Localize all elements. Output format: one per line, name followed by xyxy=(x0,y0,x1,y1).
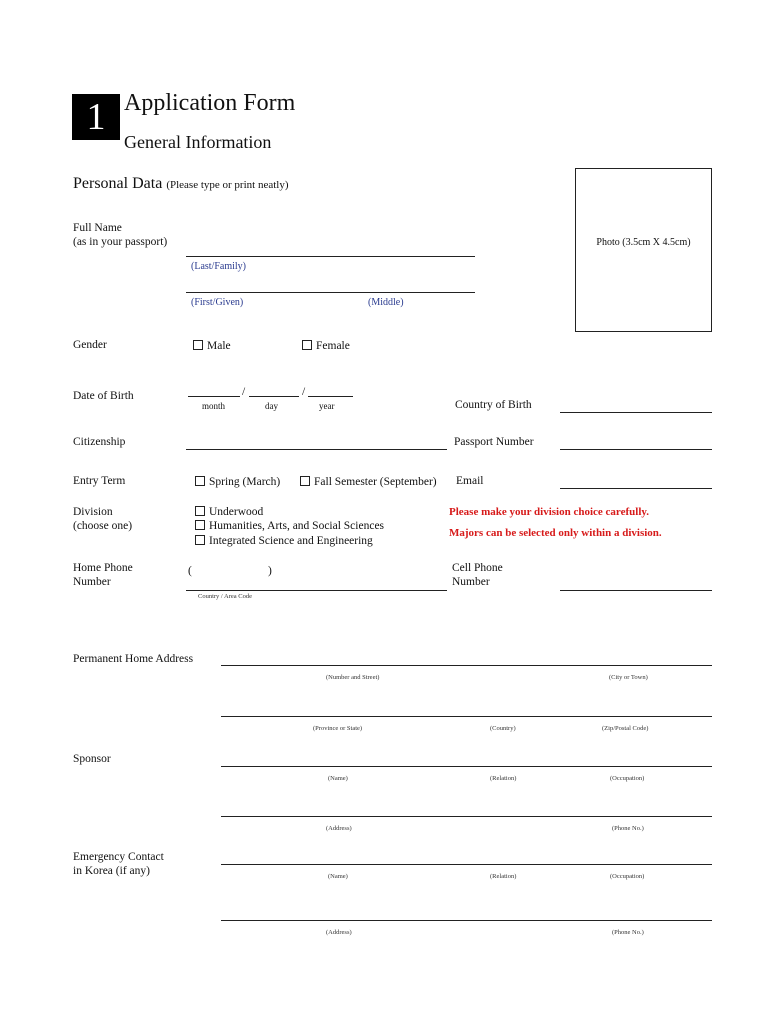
emergency-relation-caption: (Relation) xyxy=(490,873,517,880)
home-phone-label xyxy=(73,561,133,589)
address-street-caption: (Number and Street) xyxy=(326,674,380,681)
address-country-caption: (Country) xyxy=(490,725,516,732)
first-name-caption: (First/Given) xyxy=(191,297,244,308)
address-province-field[interactable] xyxy=(221,716,712,717)
passport-field[interactable] xyxy=(560,449,712,450)
gender-female-option[interactable] xyxy=(302,339,350,353)
full-name-label xyxy=(73,221,167,249)
home-phone-caption: Country / Area Code xyxy=(198,593,252,600)
email-label: Email xyxy=(456,475,484,487)
last-name-caption: (Last/Family) xyxy=(191,261,246,272)
middle-name-caption: (Middle) xyxy=(368,297,404,308)
gender-male-option[interactable] xyxy=(193,339,231,353)
section-number-badge: 1 xyxy=(72,94,120,140)
female-checkbox[interactable] xyxy=(302,340,312,350)
sponsor-address-field[interactable] xyxy=(221,816,712,817)
sponsor-name-caption: (Name) xyxy=(328,775,348,782)
emergency-label-line2: in Korea (if any) xyxy=(73,865,150,877)
ise-checkbox[interactable] xyxy=(195,535,205,545)
address-city-caption: (City or Town) xyxy=(609,674,648,681)
gender-label: Gender xyxy=(73,339,107,351)
underwood-label: Underwood xyxy=(209,506,264,518)
entry-fall-option[interactable] xyxy=(300,475,437,489)
sponsor-phone-caption: (Phone No.) xyxy=(612,825,644,832)
dob-month-caption: month xyxy=(202,401,226,411)
entry-spring-option[interactable] xyxy=(195,475,280,489)
photo-label: Photo (3.5cm X 4.5cm) xyxy=(596,237,691,248)
citizenship-label: Citizenship xyxy=(73,436,126,448)
humanities-label: Humanities, Arts, and Social Sciences xyxy=(209,520,385,532)
emergency-label xyxy=(73,850,164,878)
division-option-ise[interactable] xyxy=(195,534,373,548)
emergency-phone-caption: (Phone No.) xyxy=(612,929,644,936)
form-subtitle: General Information xyxy=(124,132,272,152)
address-province-caption: (Province or State) xyxy=(313,725,363,732)
dob-year-field[interactable] xyxy=(308,396,353,397)
cell-phone-label-line1: Cell Phone xyxy=(452,562,503,574)
email-field[interactable] xyxy=(560,488,712,489)
ise-label: Integrated Science and Engineering xyxy=(209,535,373,547)
emergency-occupation-caption: (Occupation) xyxy=(610,873,645,880)
male-checkbox[interactable] xyxy=(193,340,203,350)
emergency-address-field[interactable] xyxy=(221,920,712,921)
dob-separator-1: / xyxy=(242,386,246,398)
home-phone-paren-open: ( xyxy=(188,565,192,577)
country-of-birth-field[interactable] xyxy=(560,412,712,413)
division-option-humanities[interactable] xyxy=(195,519,384,533)
home-phone-paren-close: ) xyxy=(268,565,272,577)
home-phone-label-line1: Home Phone xyxy=(73,562,133,574)
cell-phone-label xyxy=(452,561,503,589)
passport-label: Passport Number xyxy=(454,436,534,448)
full-name-label-line1: Full Name xyxy=(73,222,122,234)
dob-separator-2: / xyxy=(302,386,306,398)
female-label: Female xyxy=(316,340,350,352)
dob-day-caption: day xyxy=(265,401,278,411)
section-title: Personal Data xyxy=(73,175,163,192)
entry-term-label: Entry Term xyxy=(73,475,126,487)
fall-label: Fall Semester (September) xyxy=(314,476,437,488)
dob-label: Date of Birth xyxy=(73,390,134,402)
division-warning-2: Majors can be selected only within a division. xyxy=(449,527,662,539)
photo-box[interactable] xyxy=(575,168,712,332)
cell-phone-field[interactable] xyxy=(560,590,712,591)
home-phone-field[interactable] xyxy=(186,590,447,591)
dob-year-caption: year xyxy=(319,401,335,411)
emergency-label-line1: Emergency Contact xyxy=(73,851,164,863)
division-label-line1: Division xyxy=(73,506,113,518)
first-middle-name-field[interactable] xyxy=(186,292,475,293)
emergency-name-caption: (Name) xyxy=(328,873,348,880)
humanities-checkbox[interactable] xyxy=(195,520,205,530)
sponsor-relation-caption: (Relation) xyxy=(490,775,517,782)
address-label: Permanent Home Address xyxy=(73,653,194,665)
country-of-birth-label: Country of Birth xyxy=(455,399,532,411)
home-phone-label-line2: Number xyxy=(73,576,111,588)
sponsor-occupation-caption: (Occupation) xyxy=(610,775,645,782)
emergency-name-field[interactable] xyxy=(221,864,712,865)
sponsor-name-field[interactable] xyxy=(221,766,712,767)
sponsor-label: Sponsor xyxy=(73,753,111,765)
address-street-field[interactable] xyxy=(221,665,712,666)
dob-day-field[interactable] xyxy=(249,396,299,397)
sponsor-address-caption: (Address) xyxy=(326,825,352,832)
form-title: Application Form xyxy=(124,90,296,116)
spring-label: Spring (March) xyxy=(209,476,281,488)
dob-month-field[interactable] xyxy=(188,396,240,397)
citizenship-field[interactable] xyxy=(186,449,447,450)
spring-checkbox[interactable] xyxy=(195,476,205,486)
section-heading xyxy=(73,175,289,193)
fall-checkbox[interactable] xyxy=(300,476,310,486)
division-warning-1: Please make your division choice carefully. xyxy=(449,506,650,518)
full-name-label-line2: (as in your passport) xyxy=(73,236,168,248)
last-name-field[interactable] xyxy=(186,256,475,257)
address-zip-caption: (Zip/Postal Code) xyxy=(602,725,649,732)
underwood-checkbox[interactable] xyxy=(195,506,205,516)
division-option-underwood[interactable] xyxy=(195,505,263,519)
cell-phone-label-line2: Number xyxy=(452,576,490,588)
division-label xyxy=(73,505,132,533)
emergency-address-caption: (Address) xyxy=(326,929,352,936)
section-note: (Please type or print neatly) xyxy=(166,179,289,191)
division-label-line2: (choose one) xyxy=(73,520,133,532)
male-label: Male xyxy=(207,340,231,352)
